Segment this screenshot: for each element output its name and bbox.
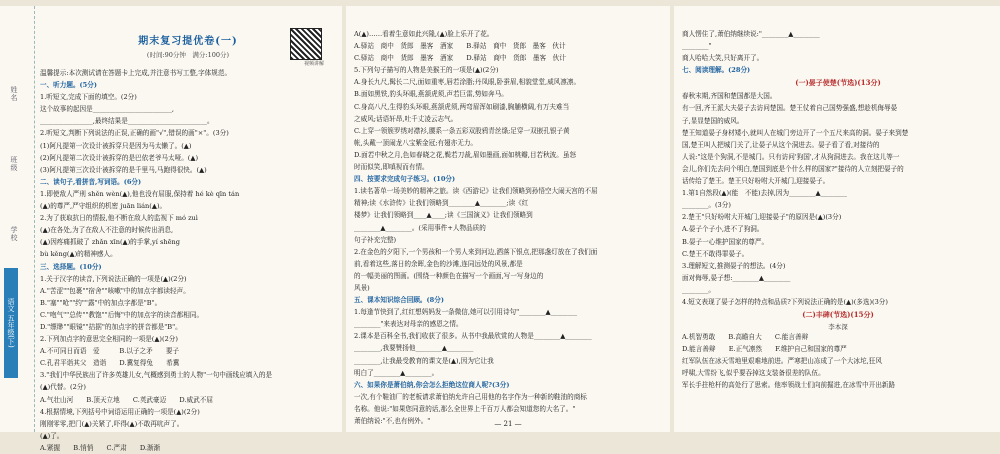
page-right: [674, 6, 1000, 432]
text-line: C.身高八尺,生得豹头环眼,燕颔虎须,两弯眉浑如刷漆,胸脯横阔,有万夫难当: [354, 102, 570, 111]
text-line: A.紧握 B.悄悄 C.严肃 D.渐渐: [40, 443, 161, 452]
binding-margin: [0, 6, 35, 432]
text-line: 这个故事的起因是________________________,: [40, 105, 174, 114]
text-line: 风景): [354, 283, 370, 292]
text-line: 七、阅读理解。(28分): [682, 66, 751, 75]
text-line: 萧伯纳说:"不,也有例外。": [354, 417, 431, 425]
text-line: A.身长九尺,髯长二尺,面如重枣,唇若涂脂;丹凤眼,卧蚕眉,相貌堂堂,威风凛凛。: [354, 78, 581, 87]
text-line: D.能言善辩 E.正气凛然 F.维护自己和国家的尊严: [682, 345, 847, 354]
text-line: C.孔君平诣其父 造诣 D.冀复得兔 希冀: [40, 359, 180, 368]
text-line: 5.下列句子描写的人物是美猴王的一项是(▲)(2分): [354, 66, 499, 75]
text-line: 1.即使敌人严刑 shěn wèn(▲),他也没有屈服,保持着 hé kè qīn tán: [40, 189, 240, 198]
text-line: (▲)的尊严,严守组织的机密 juān lián(▲)。: [40, 202, 167, 211]
text-line: A."苦涩""包裹""宿舍""咳嗽"中的加点字都读轻声。: [40, 286, 190, 295]
text-line: 商人愣住了,萧伯纳继续说:"________▲________: [682, 30, 820, 38]
text-line: C.上穿一领簇罗绣对襟衫,腰系一条五彩双股鸦青丝绦;足穿一双嵌孔银子黄: [354, 126, 570, 135]
qr-caption: 视频讲解: [303, 61, 324, 67]
reading-heading-two: (二)丰碑(节选)(15分): [802, 310, 874, 320]
text-line: 4.根据情境,下列括号中词语运用正确的一项是(▲)(2分): [40, 407, 200, 416]
text-line: 商人哈哈大笑,只好离开了。: [682, 54, 764, 63]
text-line: 帐,头戴一顶闹龙八宝紫金冠;有翅亦无力。: [354, 138, 478, 147]
text-line: 2.下列加点字的意思完全相同的一项是(▲)(2分): [40, 335, 178, 344]
text-line: 3."我们中华民族出了许多英雄儿女,气概感到勇士的人物"一句中画线应填入的是: [40, 371, 273, 380]
page3-text-a: [682, 28, 994, 76]
text-line: 之威风;话语轩昂,吐千丈凌云志气。: [354, 114, 458, 123]
page3-text-c: [682, 331, 994, 391]
text-line: 名称。他说:"如果您同意的话,那么全世界上千百万人都会知道您的大名了。": [354, 404, 576, 413]
sidebar-badge: 语文 五年级(下): [4, 268, 18, 378]
text-line: ________,我要赞扬他________▲________: [354, 344, 474, 353]
text-line: D."缥缈""眼镜""拮据"的加点字的拼音都是"B"。: [40, 322, 182, 331]
text-line: 句子补充完整): [354, 235, 397, 244]
text-line: 2.为了获取抗日的情报,他不断在敌人的监视下 mó zuì: [40, 214, 198, 223]
text-line: 三、选择题。(10分): [40, 262, 102, 271]
text-line: bù kěng(▲)的精神感人。: [40, 250, 117, 259]
text-line: 2.在金色的夕阳下,一个男孩和一个男人来到河边,洒落下银点,把那盏灯放在了我们面: [354, 247, 598, 256]
text-line: 精神;读《水浒传》让我们领略到________▲________;读《红: [354, 199, 529, 208]
text-line: C.驿站 商中 货郎 墨客 酒家 D.驿站 商中 货郎 墨客 伙计: [354, 54, 566, 63]
text-line: C.楚王不敢得罪晏子。: [682, 249, 749, 258]
text-line: 一次,有个鞋油厂的老板请求萧伯纳允许自己用他的名字作为一种新的鞋油的商标: [354, 392, 587, 401]
text-line: A.机智勇敢 B.高瞻自大 C.能言善辩: [682, 333, 809, 342]
text-line: A.驿站 商中 货郎 墨客 酒家 B.驿站 商中 货郎 墨客 伙计: [354, 42, 566, 51]
text-line: 话传给了楚王。楚王只好吩咐大开城门,迎接晏子。: [682, 177, 830, 186]
text-line: C."咆气""总传""教饱""后悔"中的加点字的读音都相同。: [40, 310, 204, 319]
page1-text: [40, 67, 336, 454]
text-line: 1.第1自然段(▲)(能 不能)去掉,因为________▲________: [682, 189, 847, 198]
page3-text-b: [682, 90, 994, 308]
page-number: — 21 —: [494, 420, 522, 428]
text-line: (▲)在各处,为了在敌人不注意的时候传出消息,: [40, 226, 174, 235]
text-line: 刚刚零零,把门(▲)关紧了,吓得(▲)不敢再吭声了。: [40, 419, 184, 428]
exam-subtitle: (时间:90分钟 满分:100分): [146, 51, 230, 59]
text-line: 2.听短文,判断下列说法的正误,正确的画"√",错误的画"×"。(3分): [40, 129, 229, 138]
page-title: 期末复习提优卷(一): [138, 36, 238, 47]
margin-label-name: 姓名: [10, 86, 18, 102]
text-line: 明白了________▲________。: [354, 368, 439, 377]
text-line: ________▲________。(采用事件+人物品质的: [354, 223, 486, 232]
page-left: [0, 6, 342, 452]
margin-label-class: 班级: [10, 156, 18, 172]
text-line: 4.短文表现了晏子怎样的特点和品质?下列说法正确的是(▲)(多选)(3分): [682, 297, 888, 306]
text-line: 温馨提示:本次测试请在答题卡上完成,并注意书写工整,字体规范。: [40, 69, 232, 77]
text-line: B.面如黑铁,豹头环眼,燕颔虎须,声若巨雷,势如奔马。: [354, 90, 508, 99]
page1-content: [40, 6, 336, 452]
text-line: A.晏子个子小,进不了狗洞。: [682, 225, 764, 234]
text-line: 1.关于汉字的读音,下列说法正确的一项是(▲)(2分): [40, 274, 187, 283]
text-line: ________"来表达对母亲的感恩之情。: [354, 320, 463, 329]
text-line: ________,让我最受教育的课文是(▲),因为它让我: [354, 356, 494, 365]
text-line: 一、听力题。(5分): [40, 81, 97, 90]
qr-code-icon[interactable]: [290, 28, 322, 60]
text-line: 会儿,你们先去问个明白,楚国到底是个什么样的国家?"接待的人立刻把晏子的: [682, 164, 904, 173]
text-line: 3.理解短文,推测晏子的想法。(4分): [682, 261, 786, 270]
text-line: B.晏子一心维护国家的尊严。: [682, 237, 769, 246]
text-line: (▲)因疼痛抓破了 zhǎn xīn(▲)的手掌,yí shēng: [40, 238, 180, 247]
text-line: 的一幅美丽的图画。(围绕一种颜色在描写一个画面,写一写身边的: [354, 271, 544, 280]
text-line: (▲)了。: [40, 431, 64, 440]
text-line: (1)阿凡提第一次设计被拆穿只是因为马太懒了。(▲): [40, 141, 192, 150]
text-line: 五、课本知识综合回顾。(8分): [354, 296, 444, 305]
text-line: ________________,最终结果是________________________。: [40, 117, 214, 126]
text-line: 楼梦》让我们领略到____▲____;读《三国演义》让我们领略到: [354, 211, 533, 220]
text-line: 红军队伍在冰天雪地里艰难地前进。严寒把山冻成了一个大冰坨,狂风: [682, 357, 882, 366]
text-line: (2)阿凡提第二次设计被拆穿的是巴依老爷马太哑。(▲): [40, 153, 199, 162]
text-line: 子,显显楚国的威风。: [682, 116, 744, 125]
page2-text: [354, 28, 664, 427]
text-line: B."塞""呛""约""露"中的加点字都是"B"。: [40, 298, 162, 307]
reading-heading-one: (一)晏子使楚(节选)(13分): [795, 78, 881, 88]
text-line: 1.听短文,完成下面的填空。(2分): [40, 93, 137, 102]
page3-content: [682, 6, 994, 432]
text-line: 人说:"这是个狗洞,不是城门。只有访问'狗国',才从狗洞进去。我在这儿等一: [682, 152, 900, 161]
text-line: 军长手拄枪杆的高处行了思索。他率领战士们向前掘进,在冰雪中开出新路: [682, 381, 896, 390]
text-line: 2.课本是百科全书,我们收获了很多。从书中我最欣赏的人物是________▲________: [354, 332, 592, 341]
text-line: 呼啸,大雪纷飞,似乎要吞掉这支装备很差的队伍。: [682, 369, 825, 378]
text-line: 2.楚王"只好吩咐大开城门,迎接晏子"的原因是(▲)(3分): [682, 213, 842, 222]
text-line: 1.读名著单一场美妙的精神之旅。读《西游记》让我们领略到孙悟空大闹天宫的不屈: [354, 187, 598, 196]
text-line: A.气壮山河 B.顶天立地 C.英武豪迈 D.威武不屈: [40, 395, 213, 404]
page2-content: [354, 6, 664, 432]
text-line: 1.每逢节快到了,红红想妈妈发一条微信,她可以引用诗句"________▲________: [354, 308, 577, 317]
text-line: 面对侮辱,晏子想:________▲________: [682, 273, 791, 282]
text-line: 六、如果你是萧伯纳,你会怎么拒绝这位商人呢?(3分): [354, 380, 510, 389]
text-line: (▲)代替。(2分): [40, 383, 86, 392]
text-line: 国,楚王叫人把城门关了,让晏子从这个洞进去。晏子看了看,对接待的: [682, 140, 880, 149]
text-line: D.面若中秋之月,色如春晓之花,鬓若刀裁,眉如墨画,面如桃瓣,目若秋波。虽怒: [354, 150, 577, 159]
text-line: 有一回,齐王派大夫晏子去访问楚国。楚王仗着自己国势强盛,想趁机侮辱晏: [682, 104, 898, 113]
text-line: 四、按要求完成句子练习。(10分): [354, 175, 456, 184]
margin-label-school: 学校: [10, 226, 18, 242]
text-line: A.不可同日而语 爱 B.以子之矛 要子: [40, 347, 180, 356]
text-line: A(▲)……看着生意如此兴隆,(▲)脸上乐开了花。: [354, 30, 494, 38]
text-line: 前,看着这些,落日的余晖,金色的沙滩,连同远处的风景,都是: [354, 259, 523, 268]
author-name: 李本深: [828, 323, 848, 332]
text-line: ________": [682, 42, 712, 51]
text-line: ________。: [682, 285, 715, 294]
text-line: 二、读句子,看拼音,写词语。(6分): [40, 177, 142, 186]
text-line: ________。(3分): [682, 201, 731, 210]
text-line: (3)阿凡提第三次设计被拆穿的是千里马,马跑得很快。(▲): [40, 165, 207, 174]
text-line: 时而似笑,即嗔视而有情。: [354, 163, 429, 172]
text-line: 春秋末期,齐国和楚国都是大国。: [682, 92, 777, 101]
text-line: 楚王知道晏子身材矮小,就叫人在城门旁边开了一个五尺来高的洞。晏子来到楚: [682, 128, 909, 137]
page-middle: [346, 6, 670, 432]
